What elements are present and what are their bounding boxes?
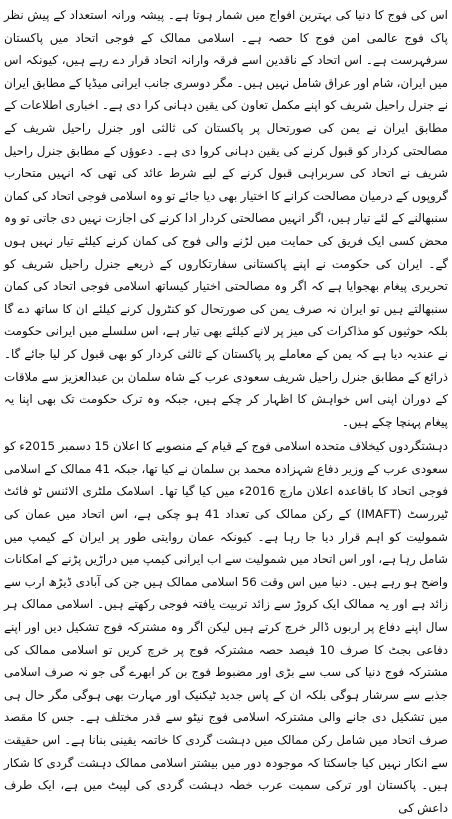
article-paragraph-1: اس کی فوج کا دنیا کی بہترین افواج میں شمار ہوتا ہے۔ پیشہ ورانہ استعداد کے پیش نظر پاک فوج عالمی امن فوج کا حصہ ہے۔ اسلامی ممالک کے فوجی اتحاد میں پاکستان سرفہرست ہے۔ اس اتحاد کے ناقدین اسے فرقہ وارانہ اتحاد قرار دے رہے ہیں، کیونکہ اس میں ایران، شام اور عراق شامل نہیں ہیں۔ مگر دوسری جانب ایرانی میڈیا کے مطابق ایران نے جنرل راحیل شریف کو اپنے مکمل تعاون کی یقین دہانی کرا دی ہے۔ اخباری اطلاعات کے مطابق ایران نے یمن کی صورتحال پر پاکستان کی ثالثی اور جنرل راحیل شریف کے مصالحتی کردار کو قبول کرنے کی یقین دہانی کروا دی ہے۔ دعوؤں کے مطابق جنرل راحیل شریف نے اتحاد کی سربراہی قبول کرنے کے لیے شرط عائد کی تھی کہ انہیں متحارب گروپوں کے درمیان مصالحت کرانے کا اختیار بھی دیا جائے تو وہ اسلامی فوجی اتحاد کی کمان سنبھالنے کے لئے تیار ہیں، اگر انہیں مصالحتی کردار ادا کرنے کی اجازت نہیں دی جاتی تو وہ محض کسی ایک فریق کی حمایت میں لڑنے والی فوج کی کمان کرنے کیلئے تیار نہیں ہوں گے۔ ایران کی حکومت نے اپنے پاکستانی سفارتکاروں کے ذریعے جنرل راحیل شریف کو تحریری پیغام بھجوایا ہے کہ اگر وہ مصالحتی اختیار کیساتھ اسلامی فوجی اتحاد کی کمان سنبھالتے ہیں تو ایران نہ صرف یمن کی صورتحال کو کنٹرول کرنے کیلئے ان کا ساتھ دے گا بلکہ حوثیوں کو مذاکرات کی میز پر لانے کیلئے بھی تیار ہے، اس سلسلے میں ایرانی حکومت نے عندیہ دیا ہے کہ یمن کے معاملے پر پاکستان کے ثالثی کردار کو بھی قبول کر لیا جائے گا۔ ذرائع کے مطابق جنرل راحیل شریف سعودی عرب کے شاہ سلمان بن عبدالعزیز سے ملاقات کے دوران اپنی اس خواہش کا اظہار کر چکے ہیں، جبکہ وہ ترک حکومت تک بھی اپنا یہ پیغام پہنچا چکے ہیں۔ bbox=[4, 8, 448, 429]
article-paragraph-2: دہشتگردوں کیخلاف متحدہ اسلامی فوج کے قیام کے منصوبے کا اعلان 15 دسمبر 2015ء کو سعودی عرب کے وزیر دفاع شہزادہ محمد بن سلمان نے کیا تھا، جبکہ 41 ممالک کے اسلامی فوجی اتحاد کا باقاعدہ اعلان مارچ 2016ء میں کیا گیا تھا۔ اسلامک ملٹری الائنس ٹو فائٹ ٹیررسٹ (IMAFT) کے رکن ممالک کی تعداد 41 ہو چکی ہے، اس اتحاد میں عمان کی شمولیت کو اہم قرار دیا جا رہا ہے۔ کیونکہ عمان روایتی طور پر ایران کے کیمپ میں شامل رہا ہے، اور اس اتحاد میں شمولیت سے اب ایرانی کیمپ میں دراڑیں پڑنے کے امکانات واضح ہو رہے ہیں۔ دنیا میں اس وقت 56 اسلامی ممالک ہیں جن کی آبادی ڈیڑھ ارب سے زائد ہے اور یہ ممالک ایک کروڑ سے زائد تربیت یافتہ فوجی رکھتے ہیں۔ اسلامی ممالک ہر سال اپنے دفاع پر اربوں ڈالر خرچ کرتے ہیں لیکن اگر وہ مشترکہ فوج تشکیل دیں اور اپنے دفاعی بجٹ کا صرف 10 فیصد حصہ مشترکہ فوج پر خرچ کریں تو اسلامی ممالک کی مشترکہ فوج دنیا کی سب سے بڑی اور مضبوط فوج بن کر ابھرے گی جو نہ صرف اسلامی جذبے سے سرشار ہوگی بلکہ ان کے پاس جدید ٹیکنیک اور مہارت بھی ہوگی مگر حال ہی میں تشکیل دی جانے والی مشترکہ اسلامی فوج نیٹو سے قدر مختلف ہے۔ جس کا مقصد صرف اتحاد میں شامل رکن ممالک میں دہشت گردی کا خاتمہ یقینی بنانا ہے۔ اس حقیقت سے انکار نہیں کیا جاسکتا کہ موجودہ دور میں بیشتر اسلامی ممالک دہشت گردی کا شکار ہیں۔ پاکستان اور ترکی سمیت عرب خطہ دہشت گردی کی لپیٹ میں ہے، ایک طرف داعش کی bbox=[4, 439, 449, 815]
